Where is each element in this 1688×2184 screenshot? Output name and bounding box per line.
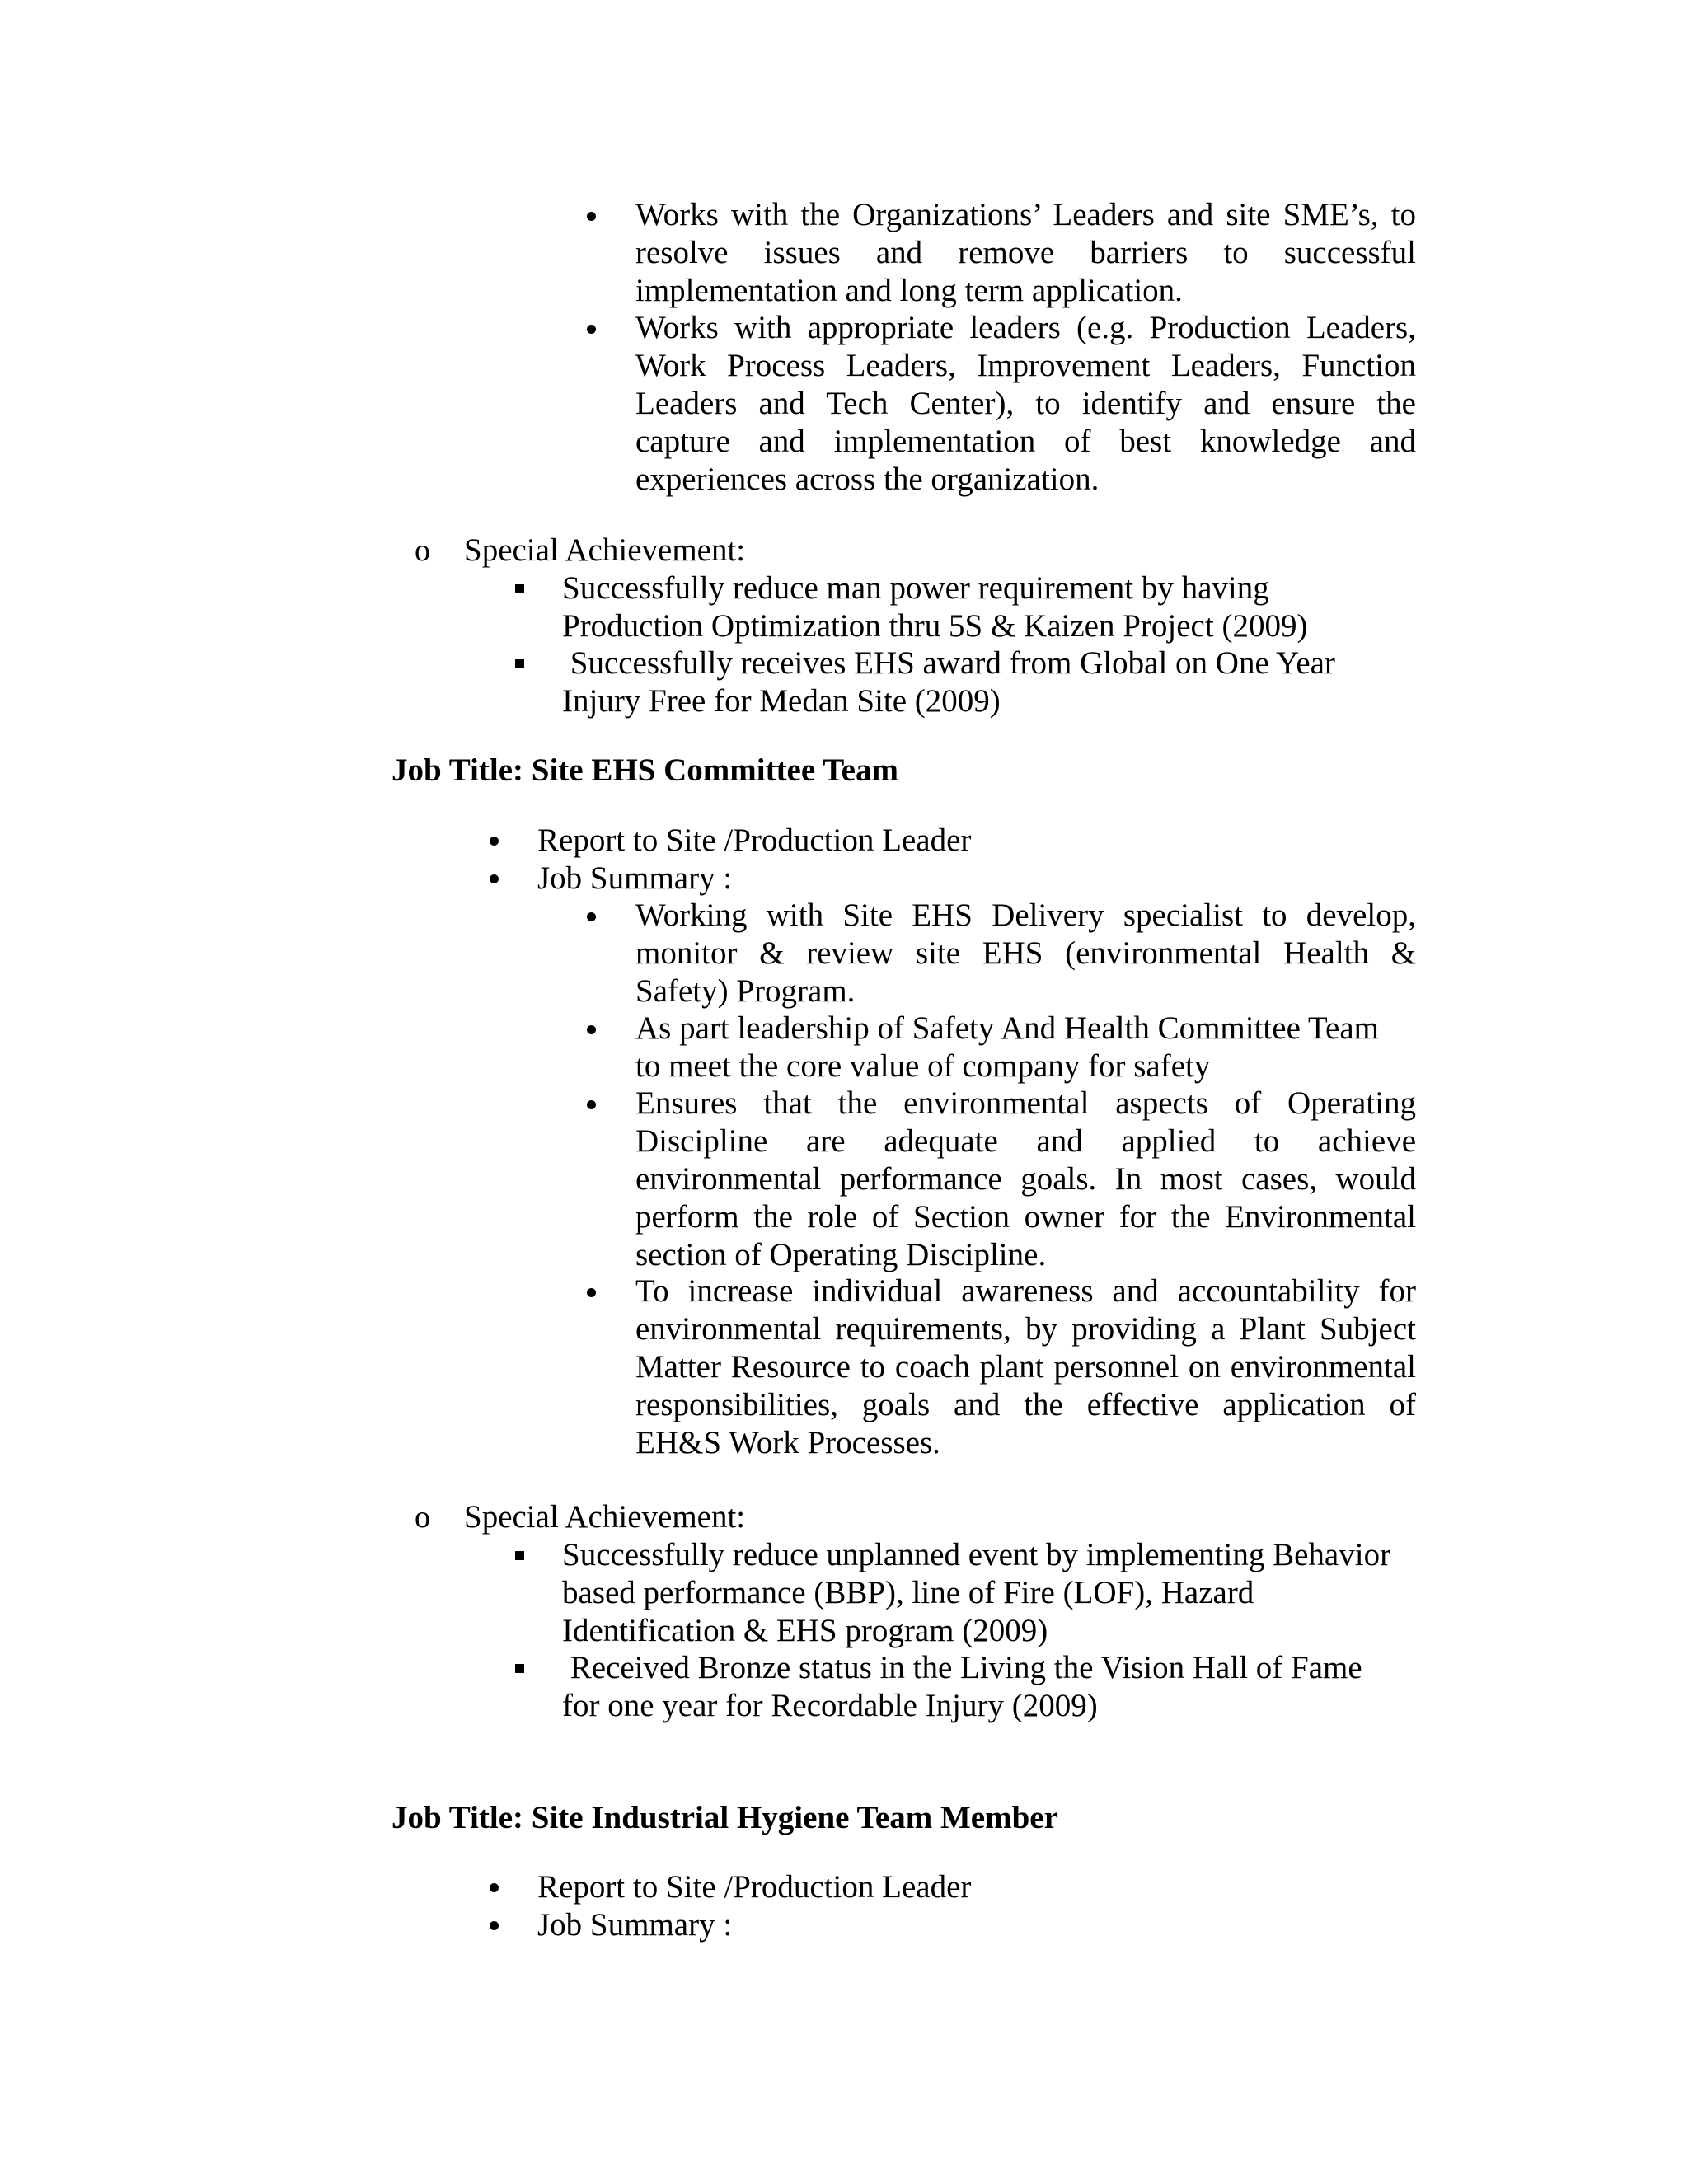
text-line: capture and implementation of best knowledge and	[635, 424, 1416, 459]
text-line: To increase individual awareness and accountability for	[635, 1273, 1416, 1309]
list-item	[635, 309, 1416, 499]
section-label: Special Achievement:	[464, 532, 746, 568]
text-line: implementation and long term application.	[635, 273, 1183, 308]
text-line: Matter Resource to coach plant personnel on environmental	[635, 1349, 1416, 1385]
list-item	[635, 897, 1416, 1010]
text-line: Production Optimization thru 5S & Kaizen Project (2009)	[562, 608, 1308, 644]
text-line: section of Operating Discipline.	[635, 1237, 1047, 1272]
list-item	[635, 1272, 1416, 1462]
square-bullet-icon	[515, 659, 524, 668]
text-line: Injury Free for Medan Site (2009)	[562, 683, 1001, 719]
text-line: Works with appropriate leaders (e.g. Production Leaders,	[635, 310, 1416, 345]
text-line: resolve issues and remove barriers to successful	[635, 235, 1416, 270]
circle-bullet-icon: o	[415, 1500, 430, 1535]
job-title: Job Title: Site EHS Committee Team	[392, 752, 898, 788]
text-line: based performance (BBP), line of Fire (LOF), Hazard	[562, 1575, 1254, 1610]
text-line: to meet the core value of company for safety	[635, 1048, 1211, 1084]
list-item	[635, 196, 1416, 310]
text-line: Discipline are adequate and applied to achieve	[635, 1123, 1416, 1159]
text-line: for one year for Recordable Injury (2009)	[562, 1688, 1098, 1723]
report-line: Report to Site /Production Leader	[537, 1869, 972, 1905]
section-label: Special Achievement:	[464, 1499, 746, 1535]
square-bullet-icon	[515, 1664, 524, 1673]
text-line: Work Process Leaders, Improvement Leaders, Function	[635, 348, 1416, 383]
summary-label: Job Summary :	[537, 1907, 733, 1943]
text-line: perform the role of Section owner for the Environmental	[635, 1199, 1416, 1235]
list-item	[562, 1536, 1390, 1650]
job-title: Job Title: Site Industrial Hygiene Team Member	[392, 1800, 1058, 1835]
text-line: environmental requirements, by providing a Plant Subject	[635, 1311, 1416, 1347]
text-line: EH&S Work Processes.	[635, 1425, 940, 1460]
bullet-icon	[587, 912, 596, 921]
text-line: monitor & review site EHS (environmental Health &	[635, 935, 1416, 971]
text-line: Works with the Organizations’ Leaders and site SME’s, to	[635, 197, 1416, 232]
summary-label: Job Summary :	[537, 860, 733, 896]
bullet-icon	[587, 1100, 596, 1109]
list-item	[562, 1649, 1362, 1725]
text-line: Successfully reduce unplanned event by implementing Behavior	[562, 1537, 1391, 1572]
text-line: experiences across the organization.	[635, 462, 1100, 497]
square-bullet-icon	[515, 584, 524, 593]
text-line: Identification & EHS program (2009)	[562, 1613, 1048, 1648]
text-line: Leaders and Tech Center), to identify and ensure the	[635, 386, 1416, 421]
list-item	[562, 569, 1307, 645]
text-line: environmental performance goals. In most cases, would	[635, 1161, 1416, 1197]
bullet-icon	[587, 1025, 596, 1034]
bullet-icon	[587, 325, 596, 334]
circle-bullet-icon: o	[415, 533, 430, 568]
text-line: responsibilities, goals and the effective application of	[635, 1387, 1416, 1422]
bullet-icon	[587, 212, 596, 221]
square-bullet-icon	[515, 1551, 524, 1560]
list-item	[562, 644, 1335, 720]
bullet-icon	[490, 837, 499, 846]
list-item	[635, 1010, 1416, 1085]
text-line: As part leadership of Safety And Health Committee Team	[635, 1010, 1379, 1046]
bullet-icon	[490, 1883, 499, 1892]
text-line: Successfully receives EHS award from Global on One Year	[562, 645, 1335, 681]
text-line: Successfully reduce man power requirement by having	[562, 570, 1269, 606]
report-line: Report to Site /Production Leader	[537, 823, 972, 858]
text-line: Ensures that the environmental aspects of Operating	[635, 1085, 1416, 1121]
text-line: Working with Site EHS Delivery specialist to develop,	[635, 898, 1416, 933]
text-line: Safety) Program.	[635, 973, 856, 1009]
bullet-icon	[490, 874, 499, 883]
bullet-icon	[490, 1921, 499, 1930]
text-line: Received Bronze status in the Living the Vision Hall of Fame	[562, 1650, 1362, 1685]
bullet-icon	[587, 1288, 596, 1297]
list-item	[635, 1085, 1416, 1274]
